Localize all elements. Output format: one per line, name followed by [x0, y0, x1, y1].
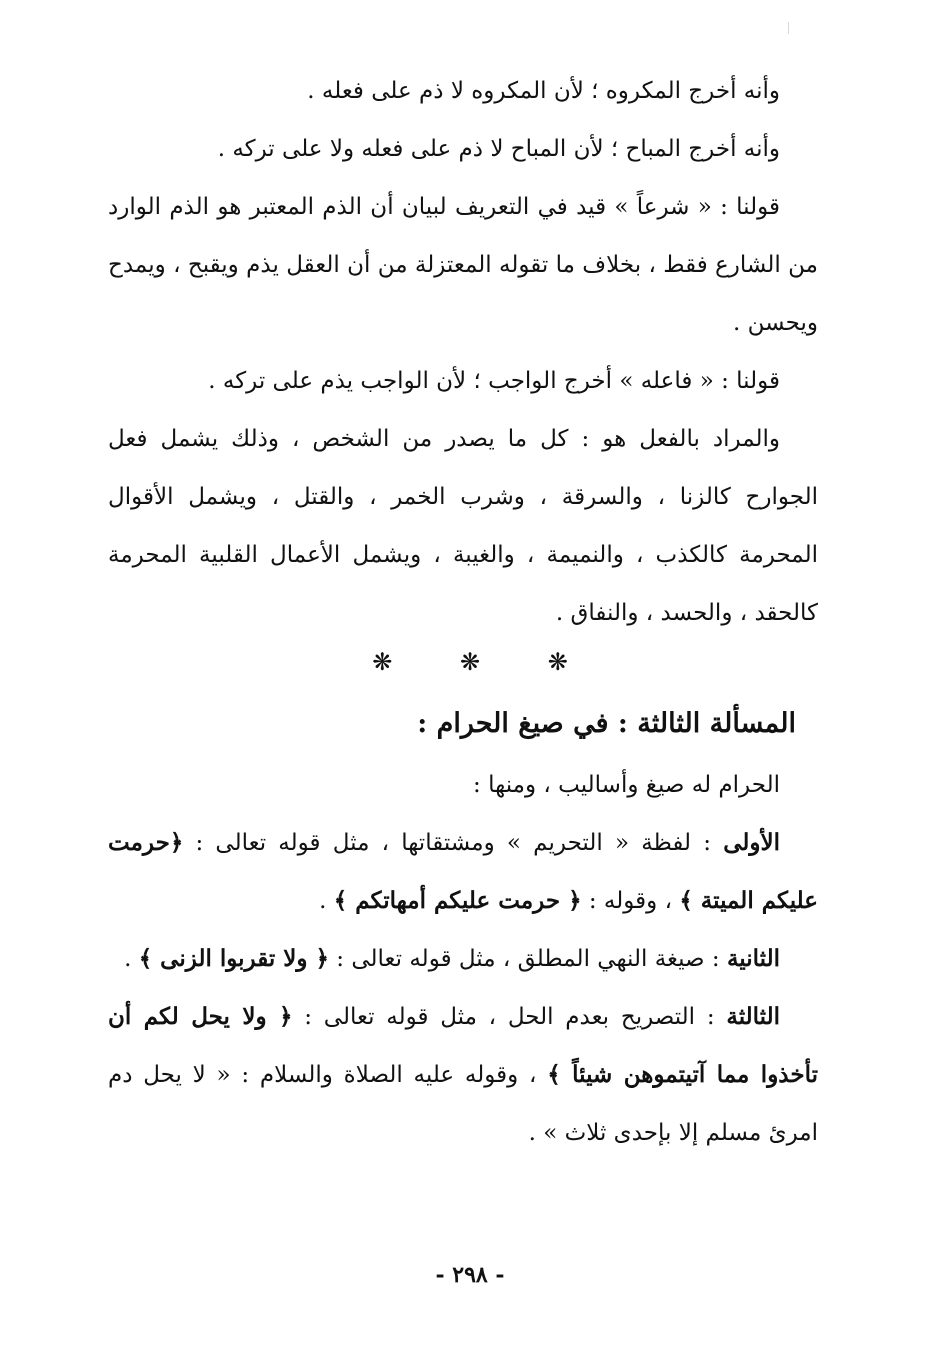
paragraph-mubah: وأنه أخرج المباح ؛ لأن المباح لا ذم على فعله ولا على تركه . — [217, 136, 780, 162]
paragraph-al-fil: والمراد بالفعل هو : كل ما يصدر من الشخص ، وذلك يشمل فعل الجوارح كالزنا ، والسرقة ، وشرب الخمر ، والقتل ، ويشمل الأقوال المحرمة كالكذب ، والنميمة ، والغيبة ، ويشمل الأعمال القلبية المحرمة كالحقد ، والحسد ، والنفاق . — [108, 426, 818, 626]
section-text-block — [108, 756, 818, 1162]
page-number: - ٢٩٨ - — [435, 1262, 505, 1288]
item-text: : صيغة النهي المطلق ، مثل قوله تعالى : — [328, 946, 727, 972]
item-third — [108, 988, 818, 1162]
item-label: الثالثة — [726, 1003, 780, 1030]
paragraph-shar-an: قولنا : « شرعاً » قيد في التعريف لبيان أن الذم المعتبر هو الذم الوارد من الشارع فقط ، بخلاف ما تقوله المعتزلة من أن العقل يذم ويقبح ، ويمدح ويحسن . — [108, 194, 818, 336]
section-intro: الحرام له صيغ وأساليب ، ومنها : — [473, 772, 780, 798]
item-label: الأولى — [723, 829, 780, 856]
item-text: : التصريح بعدم الحل ، مثل قوله تعالى : — [292, 1004, 727, 1030]
item-text: . — [319, 888, 334, 914]
separator-star: ❋ — [547, 648, 568, 676]
quran-verse: ﴿حرمت عليكم الميتة ﴾ — [108, 829, 818, 914]
item-text: . — [124, 946, 139, 972]
item-label: الثانية — [726, 945, 780, 972]
top-text-block — [108, 62, 818, 642]
section-separator — [0, 648, 940, 680]
separator-star: ❋ — [459, 648, 481, 676]
item-second — [108, 930, 818, 988]
paragraph-fa-iluh: قولنا : « فاعله » أخرج الواجب ؛ لأن الواجب يذم على تركه . — [208, 368, 780, 394]
quran-verse: ﴿ ولا تقربوا الزنى ﴾ — [138, 945, 329, 972]
item-text: ، وقوله : — [581, 888, 680, 914]
paragraph-makruh: وأنه أخرج المكروه ؛ لأن المكروه لا ذم على فعله . — [307, 78, 780, 104]
separator-star: ❋ — [372, 648, 393, 676]
scan-mark — [788, 22, 789, 34]
item-first — [108, 814, 818, 930]
section-heading: المسألة الثالثة : في صيغ الحرام : — [417, 708, 796, 739]
item-text: : لفظة « التحريم » ومشتقاتها ، مثل قوله تعالى : — [183, 830, 724, 856]
quran-verse: ﴿ ولا يحل لكم أن تأخذوا مما آتيتموهن شيئاً ﴾ — [108, 1003, 818, 1088]
item-text: ، وقوله عليه الصلاة والسلام : « لا يحل دم امرئ مسلم إلا بإحدى ثلاث » . — [108, 1062, 818, 1146]
quran-verse: ﴿ حرمت عليكم أمهاتكم ﴾ — [333, 887, 582, 914]
